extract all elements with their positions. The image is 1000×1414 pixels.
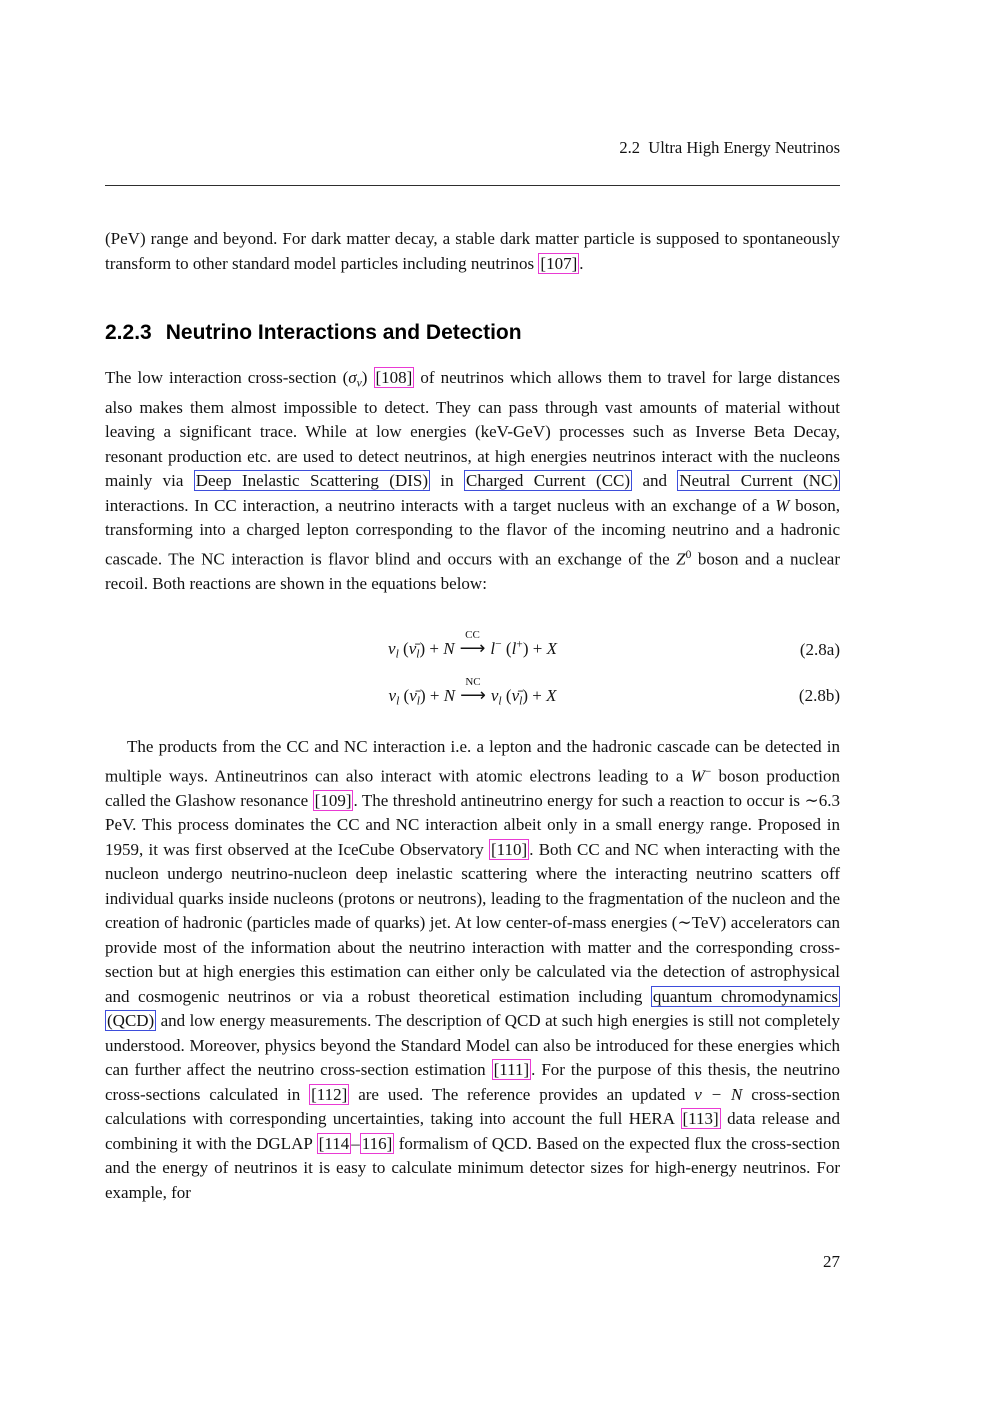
text-run: ) +: [419, 639, 444, 659]
text-run: (: [399, 685, 410, 705]
equation-2-8a-math: [388, 630, 557, 660]
reaction-arrow: [459, 629, 486, 660]
math-symbol: ν̄: [408, 639, 417, 659]
term-link[interactable]: Neutral Current (NC): [679, 471, 838, 491]
text-run: and: [632, 471, 678, 491]
long-right-arrow-icon: ⟶: [459, 638, 486, 660]
paragraph-dark-matter: [105, 227, 840, 276]
math-symbol: N: [443, 639, 455, 659]
text-run: –: [351, 1133, 360, 1153]
section-title: Neutrino Interactions and Detection: [165, 321, 522, 344]
text-run: boson production called the Glashow resonance: [105, 766, 840, 810]
paragraph-interactions: [105, 366, 840, 596]
citation-link[interactable]: 116]: [361, 1133, 393, 1153]
section-heading: [105, 321, 840, 345]
subscript: l: [416, 694, 420, 708]
running-header-text: 2.2 Ultra High Energy Neutrinos: [619, 138, 840, 157]
text-run: . Both CC and NC when interacting with the nucleon undergo neutrino-nucleon deep inelastic scattering where the interacting neutrino scatters off individual quarks inside nucleons (protons or neutrons), leading to the fragmentation of the nucleon and the creation of hadronic (particles made of quarks) jet. At low center-of-mass energies (∼TeV) accelerators can provide most of the information about the neutrino interaction with matter and the corresponding cross-section but at high energies this estimation can either only be calculated via the detection of astrophysical and cosmogenic neutrinos or via a robust theoretical estimation including: [105, 839, 840, 1006]
equation-2-8b: [105, 677, 840, 707]
text-run: The low interaction cross-section (: [105, 368, 349, 387]
equation-2-8a-number: (2.8a): [799, 639, 840, 659]
text-run: (: [501, 639, 512, 659]
citation-link[interactable]: [114: [318, 1133, 350, 1153]
text-run: cross-section calculations with corresponding uncertainties, taking into account the full HERA: [105, 1084, 840, 1129]
text-run: . For the purpose of this thesis, the neutrino cross-sections calculated in: [105, 1060, 841, 1104]
superscript: −: [495, 637, 502, 651]
text-run: .: [579, 253, 584, 273]
arrow-label: CC: [465, 629, 480, 642]
citation-link[interactable]: [107]: [540, 253, 578, 273]
math-symbol: X: [546, 639, 557, 659]
text-run: ) +: [522, 639, 547, 659]
subscript: l: [416, 647, 420, 661]
arrow-label: NC: [465, 675, 481, 688]
text-run: ) +: [522, 685, 547, 705]
math-symbol: σ: [348, 368, 357, 387]
text-run: data release and combining it with the DGLAP: [105, 1109, 841, 1153]
superscript: −: [704, 764, 712, 778]
citation-link[interactable]: [111]: [493, 1060, 530, 1080]
subscript: l: [519, 694, 523, 708]
equation-2-8b-math: [389, 677, 557, 707]
reaction-arrow: [460, 677, 486, 704]
citation-link[interactable]: [110]: [491, 839, 528, 859]
text-run: formalism of QCD. Based on the expected flux the cross-section and the energy of neutrinos it is easy to calculate minimum detector sizes for high-energy neutrinos. For example, for: [105, 1133, 840, 1202]
subscript: ν: [356, 376, 362, 390]
text-run: and low energy measurements. The description of QCD at such high energies is still not completely understood. Moreover, physics beyond the Standard Model can also be introduced for these energies which can further affect the neutrino cross-section estimation: [105, 1011, 840, 1080]
text-run: interactions. In CC interaction, a neutrino interacts with a target nucleus with an exchange of a: [105, 495, 776, 515]
text-run: boson and a nuclear recoil. Both reactions are shown in the equations below:: [105, 549, 840, 593]
math-symbol: ν: [388, 639, 396, 659]
citation-link[interactable]: [108]: [375, 368, 413, 387]
text-run: are used. The reference provides an updated: [349, 1084, 695, 1104]
text-run: in: [430, 471, 465, 491]
math-symbol: l: [490, 639, 496, 659]
subscript: l: [395, 647, 399, 661]
term-link[interactable]: quantum chromodynamics (QCD): [107, 986, 838, 1031]
equation-2-8b-number: (2.8b): [798, 686, 840, 706]
text-run: (: [398, 639, 409, 659]
text-run: ): [361, 368, 374, 387]
text-run: ) +: [419, 685, 444, 705]
math-symbol: ν: [388, 685, 397, 705]
math-symbol: X: [546, 685, 557, 705]
term-link[interactable]: Deep Inelastic Scattering (DIS): [195, 471, 429, 491]
page-number: 27: [823, 1252, 840, 1271]
superscript: 0: [685, 547, 692, 561]
text-run: (PeV) range and beyond. For dark matter decay, a stable dark matter particle is supposed to spontaneously transform to other standard model particles including neutrinos: [105, 229, 840, 273]
equation-block: [105, 630, 840, 707]
math-symbol: ν − N: [694, 1084, 743, 1104]
math-symbol: ν: [490, 685, 499, 705]
text-run: of neutrinos which allows them to travel for large distances also makes them almost impossible to detect. They can pass through vast amounts of material without leaving a significant trace. While at low energies (keV-GeV) processes such as Inverse Beta Decay, resonant production etc. are used to detect neutrinos, at high energies neutrinos interact with the nucleons mainly via: [105, 368, 840, 491]
math-symbol: ν̄: [409, 685, 417, 705]
equation-2-8a: [105, 630, 840, 660]
term-link[interactable]: Charged Current (CC): [466, 471, 631, 491]
subscript: l: [396, 694, 400, 708]
header-rule: [105, 185, 840, 186]
text-run: The products from the CC and NC interaction i.e. a lepton and the hadronic cascade can be detected in multiple ways. Antineutrinos can also interact with atomic electrons leading to a: [105, 737, 840, 786]
paragraph-detection: [105, 735, 840, 1205]
citation-link[interactable]: [113]: [682, 1109, 719, 1129]
text-run: boson, transforming into a charged lepton corresponding to the flavor of the incoming neutrino and a hadronic cascade. The NC interaction is flavor blind and occurs with an exchange of the: [105, 495, 840, 569]
subscript: l: [498, 694, 502, 708]
math-symbol: Z: [676, 549, 686, 569]
math-symbol: ν̄: [511, 685, 520, 705]
section-number: 2.2.3: [105, 321, 152, 344]
math-symbol: l: [511, 639, 517, 659]
math-symbol: W: [775, 495, 790, 515]
long-right-arrow-icon: ⟶: [460, 684, 486, 706]
text-run: (: [501, 685, 512, 705]
superscript: +: [516, 637, 523, 651]
text-run: . The threshold antineutrino energy for such a reaction to occur is ∼6.3 PeV. This process dominates the CC and NC interaction albeit only in a small energy range. Proposed in 1959, it was first observed at the IceCube Observatory: [105, 790, 841, 859]
citation-link[interactable]: [109]: [314, 790, 352, 810]
math-symbol: W: [690, 766, 705, 786]
math-symbol: N: [443, 685, 456, 705]
citation-link[interactable]: [112]: [311, 1084, 348, 1104]
running-header: [105, 118, 840, 178]
